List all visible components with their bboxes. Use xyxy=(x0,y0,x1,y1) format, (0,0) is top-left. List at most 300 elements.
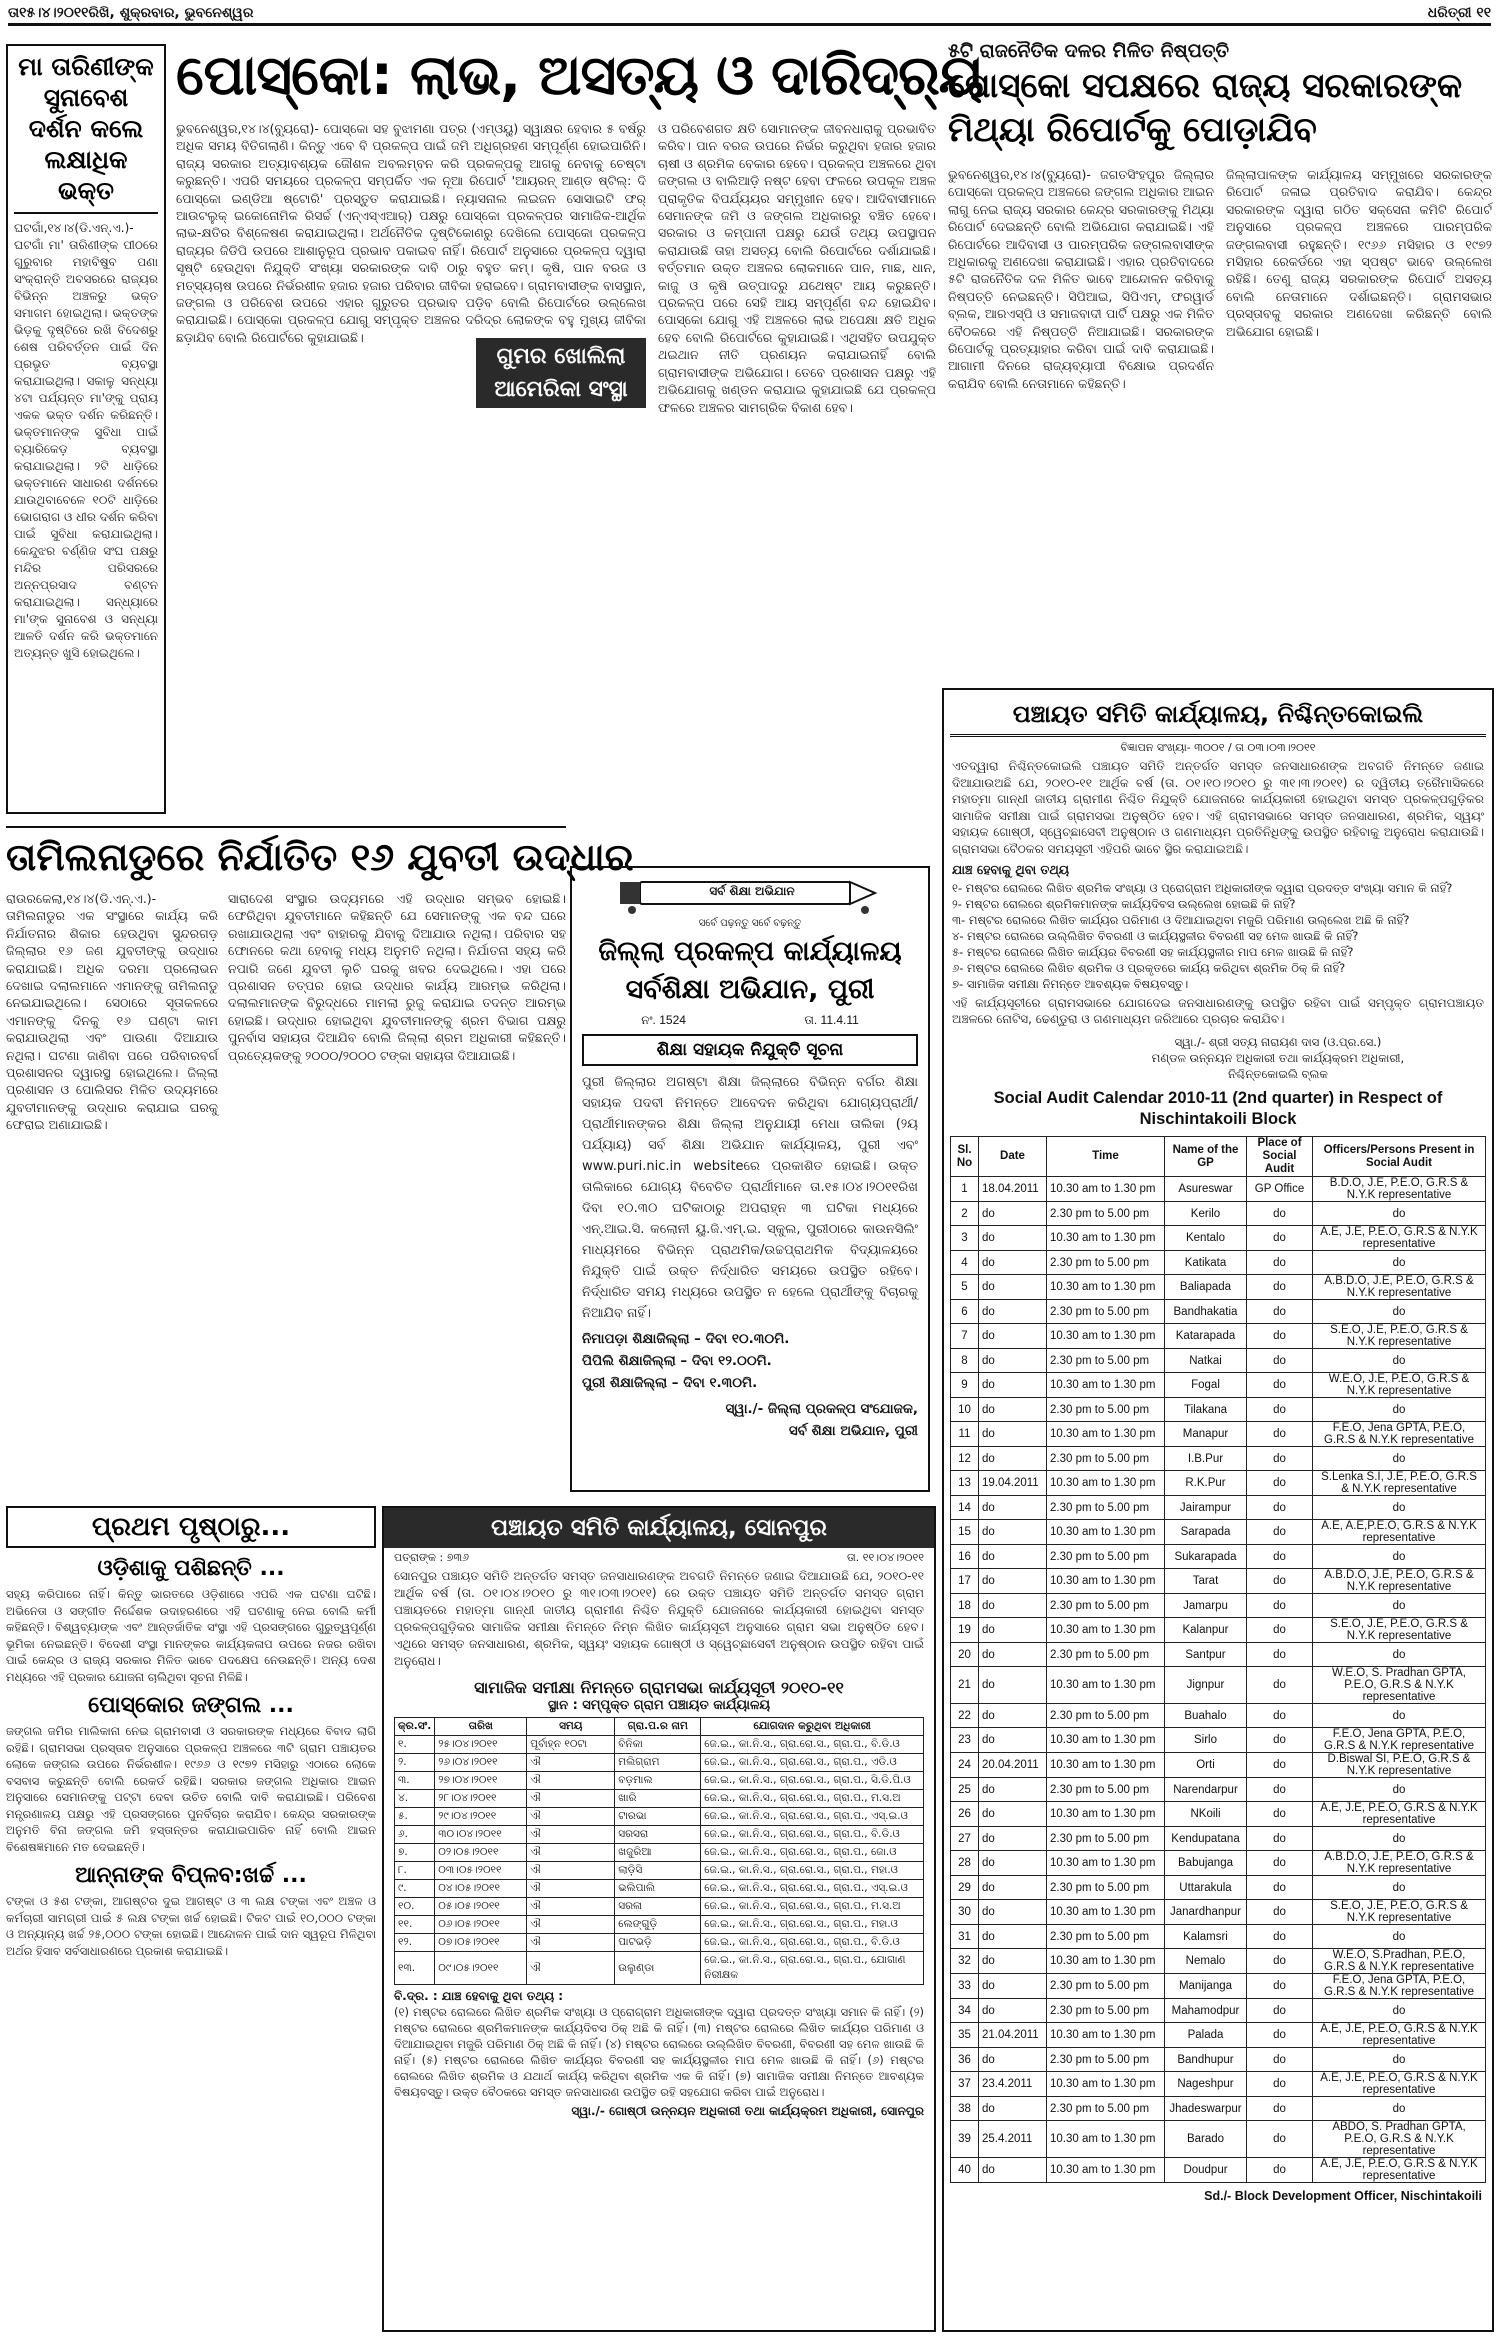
table-cell: ଜେ.ଇ., କା.ନି.ସ., ଗ୍ରା.ରୋ.ସ., ଗ୍ରା.ପ., ମହା.ଓ xyxy=(701,1862,924,1880)
table-cell: ବିନିକା xyxy=(615,1736,701,1754)
nischintakoili-header: ପଞ୍ଚାୟତ ସମିତି କାର୍ଯ୍ୟାଳୟ, ନିଶ୍ଚିନ୍ତକୋଇଲି xyxy=(950,694,1486,737)
table-cell: ୧୦. xyxy=(395,1898,435,1916)
sonepur-date: ତା. ୧୧।୦୪।୨୦୧୧ xyxy=(846,1551,924,1564)
table-cell: Kendupatana xyxy=(1165,1827,1247,1851)
table-cell: do xyxy=(1247,2097,1313,2121)
table-row xyxy=(951,1496,1486,1520)
table-cell: ୦୬।୦୫।୨୦୧୧ xyxy=(435,1916,527,1934)
table-cell: Tarat xyxy=(1165,1569,1247,1594)
table-cell: do xyxy=(1247,1251,1313,1275)
tarini-body: ଘଟଗାଁ,୧୪।୪(ଡି.ଏନ୍.ଏ.)- ଘଟଗାଁ ମା' ତାରିଣୀଙ୍କ ପୀଠରେ ଗୁରୁବାର ମହାବିଷୁବ ପଣା ସଂକ୍ରାନ୍ତି ଅବସରରେ ରାଜ୍ୟର ବିଭିନ୍ନ ଅଞ୍ଚଳରୁ ଭକ୍ତ ସମାଗମ ହୋଇଥିଲା। ଭକ୍ତଙ୍କ ଭିଡ଼କୁ ଦୃଷ୍ଟିରେ ରଖି ବିଦେଶରୁ ଶେଷ ପରିବର୍ତ୍ତନ ପାଇଁ ଦିନ ପ୍ରଭୃତ ବ୍ୟବସ୍ଥା କରାଯାଇଥିଲା। ସକାଳୁ ସନ୍ଧ୍ୟା ୪ଟା ପର୍ଯ୍ୟନ୍ତ ମା'ଙ୍କୁ ପ୍ରାୟ ଏକକ ଭକ୍ତ ଦର୍ଶନ କରିଛନ୍ତି। ଭକ୍ତମାନଙ୍କ ସୁବିଧା ପାଇଁ ବ୍ୟାରିକେଡ଼ ବ୍ୟବସ୍ଥା କରାଯାଇଥିଲା। ୨ଟି ଧାଡ଼ିରେ ଭକ୍ତମାନେ ସାଧାରଣ ଦର୍ଶନରେ ଯାଉଥିବାବେଳେ ୧୦ଟି ଧାଡ଼ିରେ ଭୋଗରାଗ ଓ ଧୀର ଦର୍ଶନ କରିବା ପାଇଁ ସୁବିଧା କରାଯାଇଥିଲା। କେନ୍ଦୁଝର ବର୍ଣ୍ଣିଜ ସଂଘ ପକ୍ଷରୁ ମନ୍ଦିର ପରିସରରେ ଅନ୍ନପ୍ରସାଦ ବଣ୍ଟନ କରାଯାଇଥିଲା। ସନ୍ଧ୍ୟାରେ ମା'ଙ୍କ ସୁନାବେଶ ଓ ସନ୍ଧ୍ୟା ଆଳତି ଦର୍ଶନ କରି ଭକ୍ତମାନେ ଅତ୍ୟନ୍ତ ଖୁସି ହୋଇଥିଲେ। xyxy=(14,221,158,660)
table-row xyxy=(951,1594,1486,1618)
col-header: ତାରିଖ xyxy=(435,1718,527,1736)
table-cell: do xyxy=(979,1251,1047,1275)
table-cell: do xyxy=(1247,1802,1313,1827)
check-item: ୭- ସାମାଜିକ ସମୀକ୍ଷା ନିମନ୍ତେ ଆବଶ୍ୟକ ବିଷୟବସ୍ତୁ। xyxy=(952,977,1189,991)
table-cell: do xyxy=(979,1594,1047,1618)
table-cell: 16 xyxy=(951,1545,979,1569)
table-cell: do xyxy=(979,1999,1047,2023)
tarini-article xyxy=(6,44,166,814)
table-cell: do xyxy=(979,1275,1047,1300)
table-cell: Kerilo xyxy=(1165,1202,1247,1226)
table-row xyxy=(951,1999,1486,2023)
table-row xyxy=(951,1704,1486,1728)
table-cell: 26 xyxy=(951,1802,979,1827)
continued-text-3: ଟଙ୍କା ଓ ୫ଶ ଟଙ୍କା, ଆଗଷ୍ଟର ଦୁଇ ଆଗଷ୍ଟ ଓ ୩ ଲକ୍ଷ ଟଙ୍କା ଏବଂ ଅଞ୍ଚଳ ଓ କର୍ମଚାରୀ ସାମଗ୍ରୀ ପାଇଁ ୫ ଲକ୍ଷ ଟଙ୍କା ଖର୍ଚ୍ଚ ହୋଇଛି। ଟିକଟ ପାଇଁ ୧୦,୦୦୦ ଟଙ୍କା ଓ ଅନ୍ୟାନ୍ୟ ଖର୍ଚ୍ଚ ୨୫,୦୦୦ ଟଙ୍କା ହୋଇଛି। ଆନ୍ଦୋଳନ ପାଇଁ ଦାନ ସ୍ୱରୂପ ମିଳିଥିବା ଅର୍ଥର ହିସାବ ସର୍ବସାଧାରଣରେ ପ୍ରକାଶ କରାଯାଇଛି। xyxy=(6,1894,376,1958)
table-row xyxy=(951,1643,1486,1667)
table-cell: 10.30 am to 1.30 pm xyxy=(1047,1373,1165,1398)
continued-from-front-page xyxy=(6,1506,376,2332)
table-row xyxy=(951,1202,1486,1226)
table-cell: ଐ xyxy=(527,1754,615,1772)
table-cell: 2.30 pm to 5.00 pm xyxy=(1047,1925,1165,1949)
table-cell: ୩୦।୦୪।୨୦୧୧ xyxy=(435,1826,527,1844)
table-cell: W.E.O, S. Pradhan GPTA, P.E.O, G.R.S & N.Y.K representative xyxy=(1313,1667,1486,1704)
table-cell: Tilakana xyxy=(1165,1398,1247,1422)
table-cell: do xyxy=(1313,1643,1486,1667)
table-cell: ଜେ.ଇ., କା.ନି.ସ., ଗ୍ରା.ରୋ.ସ., ଗ୍ରା.ପ., ବି.ଡି.ଓ xyxy=(701,1826,924,1844)
table-cell: do xyxy=(979,1520,1047,1545)
table-cell: ଐ xyxy=(527,1952,615,1985)
table-cell: Santpur xyxy=(1165,1643,1247,1667)
table-cell: ୪. xyxy=(395,1790,435,1808)
table-cell: ୦୩।୦୫।୨୦୧୧ xyxy=(435,1862,527,1880)
table-cell: 30 xyxy=(951,1900,979,1925)
table-cell: 10 xyxy=(951,1398,979,1422)
table-cell: 23 xyxy=(951,1728,979,1753)
table-cell: do xyxy=(979,2097,1047,2121)
table-cell: 4 xyxy=(951,1251,979,1275)
table-cell: Baliapada xyxy=(1165,1275,1247,1300)
table-cell: 2.30 pm to 5.00 pm xyxy=(1047,1643,1165,1667)
table-cell: 2.30 pm to 5.00 pm xyxy=(1047,1594,1165,1618)
table-cell: Uttarakula xyxy=(1165,1876,1247,1900)
table-cell: do xyxy=(1247,2048,1313,2072)
table-cell: A.E, J.E, P.E.O, G.R.S & N.Y.K representative xyxy=(1313,1226,1486,1251)
table-row xyxy=(951,1778,1486,1802)
check-item: ୧- ମଷ୍ଟର ରୋଲରେ ଲିଖିତ ଶ୍ରମିକ ସଂଖ୍ୟା ଓ ପ୍ରୋଗ୍ରାମ ଅଧିକାରୀଙ୍କ ଦ୍ୱାରା ପ୍ରଦତ୍ତ ସଂଖ୍ୟା ସମାନ କି ନାହିଁ? xyxy=(952,881,1453,895)
table-cell: ଟାରଭା xyxy=(615,1808,701,1826)
table-cell: do xyxy=(1247,1728,1313,1753)
table-cell: ୦୫।୦୫।୨୦୧୧ xyxy=(435,1898,527,1916)
table-cell: do xyxy=(1313,1496,1486,1520)
table-cell: 2.30 pm to 5.00 pm xyxy=(1047,1704,1165,1728)
table-cell: Kalamsri xyxy=(1165,1925,1247,1949)
table-cell: ଐ xyxy=(527,1916,615,1934)
table-cell: A.E, J.E, P.E.O, G.R.S & N.Y.K representative xyxy=(1313,2072,1486,2097)
table-cell: 21 xyxy=(951,1667,979,1704)
table-row xyxy=(951,1728,1486,1753)
table-cell: do xyxy=(979,1618,1047,1643)
table-cell: do xyxy=(1247,1202,1313,1226)
table-cell: 25 xyxy=(951,1778,979,1802)
table-cell: 2.30 pm to 5.00 pm xyxy=(1047,1349,1165,1373)
table-cell: Katarapada xyxy=(1165,1324,1247,1349)
table-cell: ଐ xyxy=(527,1790,615,1808)
ssa-body: ପୁରୀ ଜିଲ୍ଲାର ଅଗଷ୍ଟା ଶିକ୍ଷା ଜିଲ୍ଲାରେ ବିଭିନ୍ନ ବର୍ଗର ଶିକ୍ଷା ସହାୟକ ପଦବୀ ନିମନ୍ତେ ଆବେଦନ କରିଥିବା ଯୋଗ୍ୟପ୍ରାର୍ଥୀ/ ପ୍ରାର୍ଥୀମାନଙ୍କର ଶିକ୍ଷା ଜିଲ୍ଲା ଅନୁଯାୟୀ ମେଧା ତାଲିକା (୨ୟ ପର୍ଯ୍ୟାୟ) ସର୍ବ ଶିକ୍ଷା ଅଭିଯାନ କାର୍ଯ୍ୟାଳୟ, ପୁରୀ ଏବଂ www.puri.nic.in websiteରେ ପ୍ରକାଶିତ ହୋଇଛି। ଉକ୍ତ ତାଲିକାରେ ଯୋଗ୍ୟ ବିବେଚିତ ପ୍ରାର୍ଥୀମାନେ ତା.୧୫।୦୪।୨୦୧୧ରିଖ ଦିବା ୧୦.୩୦ ଘଟିକାଠାରୁ ଅପରାହ୍ନ ୩ ଘଟିକା ମଧ୍ୟରେ ଏନ୍.ଆଇ.ସି. କଲୋନୀ ୟୁ.ଜି.ଏମ୍.ଇ. ସ୍କୁଲ, ପୁରୀଠାରେ କାଉନସିଲିଂ ମାଧ୍ୟମରେ ବିଭିନ୍ନ ପ୍ରାଥମିକ/ଉଚ୍ଚପ୍ରାଥମିକ ବିଦ୍ୟାଳୟରେ ନିଯୁକ୍ତି ପାଇଁ ଉକ୍ତ ନିର୍ଦ୍ଧାରିତ ସମୟରେ ଉପସ୍ଥିତ ରହିବେ। ନିର୍ଦ୍ଧାରିତ ସମୟ ମଧ୍ୟରେ ଉପସ୍ଥିତ ନ ହେଲେ ପ୍ରାର୍ଥୀଙ୍କୁ ବିଚାରକୁ ନିଆଯିବ ନାହିଁ। xyxy=(582,1075,918,1321)
sonepur-note: (୧) ମଷ୍ଟର ରୋଲରେ ଲିଖିତ ଶ୍ରମିକ ସଂଖ୍ୟା ଓ ପ୍ରୋଗ୍ରାମ ଅଧିକାରୀଙ୍କ ଦ୍ୱାରା ପ୍ରଦତ୍ତ ସଂଖ୍ୟା ସମାନ କି ନାହିଁ। (୨) ମଷ୍ଟର ରୋଲରେ ଶ୍ରମିକମାନଙ୍କ କାର୍ଯ୍ୟଦିବସ ଠିକ୍ ଅଛି କି ନାହିଁ। (୩) ମଷ୍ଟର ରୋଲରେ ଲିଖିତ କାର୍ଯ୍ୟର ପରିମାଣ ଓ ଦିଆଯାଇଥିବା ମଜୁରି ପରିମାଣ ଠିକ୍ ଅଛି କି ନାହିଁ। (୪) ମଷ୍ଟର ରୋଲରେ ଉଲ୍ଲିଖିତ ବିବରଣୀ, ବିବରଣୀ ସହ ମେଳ ଖାଉଛି କି ନାହିଁ। (୫) ମଷ୍ଟର ରୋଲରେ ଲିଖିତ କାର୍ଯ୍ୟର ବିବରଣୀ ସହ କାର୍ଯ୍ୟସ୍ଥଳୀର ମାପ ମେଳ ଖାଉଛି କି ନାହିଁ। (୬) ମଷ୍ଟର ରୋଲରେ ଲିଖିତ ଶ୍ରମିକ ଓ ଯଥାର୍ଥ କାର୍ଯ୍ୟ କରିଥିବା ଶ୍ରମିକ ଏକ କି ନାହିଁ। (୭) ସାମାଜିକ ସମୀକ୍ଷା ନିମନ୍ତେ ଆବଶ୍ୟକ ବିଷୟବସ୍ତୁ। ଉକ୍ତ ବୈଠକରେ ସମସ୍ତ ଜନସାଧାରଣ ଉପସ୍ଥିତ ରହି ସହଯୋଗ କରିବା ପାଇଁ ଅନୁରୋଧ। xyxy=(394,2005,924,2099)
table-cell: ଉଲୁଣ୍ଡା xyxy=(615,1952,701,1985)
table-row xyxy=(951,1753,1486,1778)
ssa-notice-title: ଶିକ୍ଷା ସହାୟକ ନିଯୁକ୍ତି ସୂଚନା xyxy=(582,1034,918,1066)
table-cell: F.E.O, Jena GPTA, P.E.O, G.R.S & N.Y.K representative xyxy=(1313,1974,1486,1999)
table-row xyxy=(395,1790,924,1808)
table-cell: 19 xyxy=(951,1618,979,1643)
table-cell: do xyxy=(1247,2072,1313,2097)
ssa-schedule-item: ପୁରୀ ଶିକ୍ଷାଜିଲ୍ଲା – ଦିବା ୧.୩୦ମି. xyxy=(582,1375,758,1391)
table-cell: 28 xyxy=(951,1851,979,1876)
table-cell: do xyxy=(1247,1949,1313,1974)
table-cell: do xyxy=(1313,1704,1486,1728)
table-cell: do xyxy=(1247,1398,1313,1422)
table-cell: ଜେ.ଇ., କା.ନି.ସ., ଗ୍ରା.ରୋ.ସ., ଗ୍ରା.ପ., ମ.ସ.ଅ xyxy=(701,1898,924,1916)
table-cell: do xyxy=(1247,1643,1313,1667)
table-cell: 32 xyxy=(951,1949,979,1974)
table-cell: ଐ xyxy=(527,1844,615,1862)
table-cell: 40 xyxy=(951,2158,979,2183)
table-cell: 10.30 am to 1.30 pm xyxy=(1047,1667,1165,1704)
table-cell: 6 xyxy=(951,1300,979,1324)
table-cell: 22 xyxy=(951,1704,979,1728)
table-cell: Sirlo xyxy=(1165,1728,1247,1753)
continued-subhead-1: ଓଡ଼ିଶାକୁ ପଶିଛନ୍ତି ... xyxy=(97,1556,285,1581)
table-cell: ୦୪।୦୫।୨୦୧୧ xyxy=(435,1880,527,1898)
table-cell: A.B.D.O, J.E, P.E.O, G.R.S & N.Y.K representative xyxy=(1313,1275,1486,1300)
table-cell: Bandhakatia xyxy=(1165,1300,1247,1324)
table-cell: 10.30 am to 1.30 pm xyxy=(1047,1900,1165,1925)
continued-text-2: ଜଙ୍ଗଲ ଜମିର ମାଲିକାନା ନେଇ ଗ୍ରାମବାସୀ ଓ ସରକାରଙ୍କ ମଧ୍ୟରେ ବିବାଦ ଲାଗି ରହିଛି। ଗ୍ରାମସଭା ପ୍ରସ୍ତାବ ଅନୁସାରେ ପ୍ରକଳ୍ପ ଅଞ୍ଚଳରେ ୩ଟି ଗ୍ରାମ ପଞ୍ଚାୟତର ଲୋକେ ଜଙ୍ଗଲ ଉପରେ ନିର୍ଭରଶୀଳ। ୧୯୬୬ ଓ ୧୯୭୨ ମସିହାରୁ ଏଠାରେ ଲୋକେ ବସବାସ କରୁଛନ୍ତି ବୋଲି ରେକର୍ଡ ରହିଛି। ସରକାର ଜଙ୍ଗଲ ଅଧିକାର ଆଇନ ଅନୁସାରେ ସେମାନଙ୍କୁ ପଟ୍ଟା ଦେବା ଉଚିତ ବୋଲି ଦାବି କରାଯାଇଛି। ପରିବେଶ ମନ୍ତ୍ରଣାଳୟ ପକ୍ଷରୁ ଏହି ପ୍ରସଙ୍ଗରେ ପୁନର୍ବିଚାର କରାଯିବ। କେନ୍ଦ୍ର ସରକାରଙ୍କ ଅନୁମତି ବିନା ଜଙ୍ଗଲ ଜମି ହସ୍ତାନ୍ତର କରାଯାଇପାରିବ ନାହିଁ ବୋଲି ଆଇନ ବିଶେଷଜ୍ଞମାନେ ମତ ଦେଇଛନ୍ତି। xyxy=(6,1724,376,1854)
table-cell: 2.30 pm to 5.00 pm xyxy=(1047,1202,1165,1226)
table-cell: 10.30 am to 1.30 pm xyxy=(1047,1226,1165,1251)
col-header: Time xyxy=(1047,1137,1165,1177)
table-cell: do xyxy=(979,1900,1047,1925)
table-cell: ୧୨. xyxy=(395,1934,435,1952)
table-cell: F.E.O, Jena GPTA, P.E.O, G.R.S & N.Y.K representative xyxy=(1313,1422,1486,1447)
table-cell: 10.30 am to 1.30 pm xyxy=(1047,1324,1165,1349)
table-cell: do xyxy=(1313,1999,1486,2023)
table-cell: ପାଟଭଡ଼ି xyxy=(615,1934,701,1952)
ssa-title-2: ସର୍ବଶିକ୍ଷା ଅଭିଯାନ, ପୁରୀ xyxy=(625,974,875,1005)
table-cell: 10.30 am to 1.30 pm xyxy=(1047,1728,1165,1753)
tamil-column-2: ସାରାଦେଶ ସଂସ୍ଥାର ଉଦ୍ୟମରେ ଏହି ଉଦ୍ଧାର ସମ୍ଭବ ହୋଇଛି। ଫେରିଥିବା ଯୁବତୀମାନେ କହିଛନ୍ତି ଯେ ସେମାନଙ୍କୁ ଏକ ବନ୍ଦ ଘରେ ରଖାଯାଉଥିଲା ଏବଂ ବାହାରକୁ ଯିବାକୁ ଦିଆଯାଉ ନଥିଲା। ପରିବାର ସହ ଫୋନରେ କଥା ହେବାକୁ ମଧ୍ୟ ଅନୁମତି ନଥିଲା। ନିର୍ଯାତନା ସହ୍ୟ କରି ନପାରି ଜଣେ ଯୁବତୀ ଲୁଚି ଘରକୁ ଖବର ଦେଇଥିଲେ। ଏହା ପରେ ପ୍ରଶାସନ ତତ୍ପର ହୋଇ ଉଦ୍ଧାର କାର୍ଯ୍ୟ ଆରମ୍ଭ କରିଥିଲା। ଦଲାଲମାନଙ୍କ ବିରୁଦ୍ଧରେ ମାମଲା ରୁଜୁ କରାଯାଇ ତଦନ୍ତ ଆରମ୍ଭ ହୋଇଛି। ଉଦ୍ଧାର ହୋଇଥିବା ଯୁବତୀମାନଙ୍କୁ ଶ୍ରମ ବିଭାଗ ପକ୍ଷରୁ ପୁନର୍ବାସ ସହାୟତା ଦିଆଯିବ ବୋଲି ଜିଲ୍ଲା ଶ୍ରମ ଅଧିକାରୀ କହିଛନ୍ତି। ପ୍ରତ୍ୟେକଙ୍କୁ ୨୦୦୦/୨୦୦୦ ଟଙ୍କା ସହାୟତା ଦିଆଯାଇଛି। xyxy=(228,891,566,1063)
table-cell: 10.30 am to 1.30 pm xyxy=(1047,1949,1165,1974)
table-cell: 23.4.2011 xyxy=(979,2072,1047,2097)
table-row xyxy=(951,2072,1486,2097)
table-cell: ଜେ.ଇ., କା.ନି.ସ., ଗ୍ରା.ରୋ.ସ., ଗ୍ରା.ପ., ମହା.ଓ xyxy=(701,1916,924,1934)
table-cell: A.B.D.O, J.E, P.E.O, G.R.S & N.Y.K representative xyxy=(1313,1851,1486,1876)
table-cell: do xyxy=(979,1851,1047,1876)
table-cell: 2 xyxy=(951,1202,979,1226)
nischintakoili-signature xyxy=(1064,1034,1492,1082)
table-cell: Kentalo xyxy=(1165,1226,1247,1251)
table-cell: do xyxy=(1313,1202,1486,1226)
table-row xyxy=(951,1398,1486,1422)
table-cell: 10.30 am to 1.30 pm xyxy=(1047,1802,1165,1827)
report-kicker: ୫ଟି ରାଜନୈତିକ ଦଳର ମିଳିତ ନିଷ୍ପତ୍ତି xyxy=(948,40,1230,62)
folio-date: ତା୧୫।୪।୨୦୧୧ରିଖି, ଶୁକ୍ରବାର, ଭୁବନେଶ୍ୱର xyxy=(8,5,254,21)
table-cell: do xyxy=(1313,1398,1486,1422)
table-row xyxy=(951,1545,1486,1569)
table-cell: do xyxy=(1247,1974,1313,1999)
table-cell: ୨. xyxy=(395,1754,435,1772)
col-header: ଯୋଗଦାନ କରୁଥିବା ଅଧିକାରୀ xyxy=(701,1718,924,1736)
table-cell: do xyxy=(1247,1618,1313,1643)
table-cell: Buahalo xyxy=(1165,1704,1247,1728)
table-cell: do xyxy=(979,1704,1047,1728)
table-cell: do xyxy=(1313,1349,1486,1373)
table-cell: do xyxy=(979,1569,1047,1594)
table-cell: ଜେ.ଇ., କା.ନି.ସ., ଗ୍ରା.ରୋ.ସ., ଗ୍ରା.ପ., ବି.ଡି.ଓ xyxy=(701,1934,924,1952)
table-cell: ୧୧. xyxy=(395,1916,435,1934)
table-cell: 31 xyxy=(951,1925,979,1949)
table-cell: 1 xyxy=(951,1177,979,1202)
table-cell: W.E.O, S.Pradhan, P.E.O, G.R.S & N.Y.K representative xyxy=(1313,1949,1486,1974)
table-cell: A.E, A.E,P.E.O, G.R.S & N.Y.K representative xyxy=(1313,1520,1486,1545)
table-cell: F.E.O, Jena GPTA, P.E.O, G.R.S & N.Y.K representative xyxy=(1313,1728,1486,1753)
table-cell: do xyxy=(1247,1226,1313,1251)
ssa-title-1: ଜିଲ୍ଲା ପ୍ରକଳ୍ପ କାର୍ଯ୍ୟାଳୟ xyxy=(598,936,902,967)
table-cell: 10.30 am to 1.30 pm xyxy=(1047,2121,1165,2158)
table-cell: do xyxy=(979,1643,1047,1667)
table-cell: ୨୮।୦୪।୨୦୧୧ xyxy=(435,1790,527,1808)
table-row xyxy=(395,1736,924,1754)
table-cell: 20 xyxy=(951,1643,979,1667)
table-cell: 10.30 am to 1.30 pm xyxy=(1047,1471,1165,1496)
table-cell: Orti xyxy=(1165,1753,1247,1778)
posco-column-1: ଭୁବନେଶ୍ୱର,୧୪।୪(ବ୍ୟୁରୋ)- ପୋସ୍କୋ ସହ ବୁଝାମଣା ପତ୍ର (ଏମ୍‌ଓୟୁ) ସ୍ୱାକ୍ଷର ହେବାର ୫ ବର୍ଷରୁ ଅଧିକ ସମୟ ବିତିଗଲାଣି। କିନ୍ତୁ ଏବେ ବି ପ୍ରକଳ୍ପ ପାଇଁ ଜମି ଅଧିଗ୍ରହଣ ସମ୍ପୂର୍ଣ୍ଣ ହୋଇପାରିନି। ରାଜ୍ୟ ସରକାର ଅତ୍ୟାବଶ୍ୟକ ଜୌଶଳ ଅବଲମ୍ବନ କରି ପ୍ରକଳ୍ପକୁ ଆଗକୁ ନେବାକୁ ଚେଷ୍ଟା କରୁଛନ୍ତି। ଏପରି ସମୟରେ ପ୍ରକଳ୍ପ ସମ୍ପର୍କିତ ଏକ ନୂଆ ରିପୋର୍ଟ 'ଆୟରନ୍ ଆଣ୍ଡ ଷ୍ଟିଲ୍: ଦି ପୋସ୍କୋ ଇଣ୍ଡିଆ ଷ୍ଟୋରି' ପ୍ରସ୍ତୁତ କରାଯାଇଛି। ନ୍ୟାସନାଲ ଲଇଜନ ସୋସାଇଟି ଫର୍ ଆଉଟଲୁକ୍ ଇକୋନୋମିକ ରିସର୍ଚ୍ଚ (ଏନ୍‌ଏସ୍‌ଏଆର୍) ପକ୍ଷରୁ ପୋସ୍କୋ ପ୍ରକଳ୍ପର ସାମାଜିକ-ଆର୍ଥିକ ଲାଭ-କ୍ଷତିର ବିଶ୍ଳେଷଣ କରାଯାଇଥିଲା। ଅର୍ଥନୈତିକ ଦୃଷ୍ଟିକୋଣରୁ ଦେଖିଲେ ପୋସ୍କୋ ପ୍ରକଳ୍ପ ରାଜ୍ୟର ଜିଡିପି ଉପରେ ଆଶାନୁରୂପ ପ୍ରଭାବ ପକାଇବ ନାହିଁ। ରିପୋର୍ଟ ଅନୁସାରେ ପ୍ରକଳ୍ପ ଦ୍ୱାରା ସୃଷ୍ଟି ହେଉଥିବା ନିଯୁକ୍ତି ସଂଖ୍ୟା ସରକାରଙ୍କ ଦାବି ଠାରୁ ବହୁତ କମ୍। କୃଷି, ପାନ ବରଜ ଓ ମତ୍ସ୍ୟଚାଷ ଉପରେ ନିର୍ଭରଶୀଳ ହଜାର ହଜାର ପରିବାର ଜୀବିକା ହରାଇବେ। ଗ୍ରାମବାସୀଙ୍କ ବାସସ୍ଥାନ, ଜଙ୍ଗଲ ଓ ପରିବେଶ ଉପରେ ଏହାର ଗୁରୁତର ପ୍ରଭାବ ପଡ଼ିବ ବୋଲି ରିପୋର୍ଟରେ ଉଲ୍ଲେଖ କରାଯାଇଛି। ପୋସ୍କୋ ପ୍ରକଳ୍ପ ଯୋଗୁ ସମ୍ପୃକ୍ତ ଅଞ୍ଚଳର ଦରିଦ୍ର ଲୋକଙ୍କ ବହୁ ମୁଖ୍ୟ ଜୀବିକା ଛଡ଼ାଯିବ ବୋଲି ରିପୋର୍ଟରେ କୁହାଯାଇଛି। xyxy=(176,121,646,345)
table-cell: 38 xyxy=(951,2097,979,2121)
table-cell: ଐ xyxy=(527,1898,615,1916)
table-cell: do xyxy=(979,1300,1047,1324)
table-cell: 2.30 pm to 5.00 pm xyxy=(1047,1778,1165,1802)
table-cell: 14 xyxy=(951,1496,979,1520)
table-cell: Manapur xyxy=(1165,1422,1247,1447)
table-cell: do xyxy=(1247,1900,1313,1925)
table-cell: 10.30 am to 1.30 pm xyxy=(1047,1569,1165,1594)
col-header: ଗ୍ରା.ପ.ର ନାମ xyxy=(615,1718,701,1736)
table-cell: ୧. xyxy=(395,1736,435,1754)
table-cell: ଜେ.ଇ., କା.ନି.ସ., ଗ୍ରା.ରୋ.ସ., ଗ୍ରା.ପ., ଏସ୍.ଇ.ଓ xyxy=(701,1808,924,1826)
table-cell: do xyxy=(979,1876,1047,1900)
table-row xyxy=(395,1880,924,1898)
table-cell: 36 xyxy=(951,2048,979,2072)
table-cell: ଜେ.ଇ., କା.ନି.ସ., ଗ୍ରା.ରୋ.ସ., ଗ୍ରା.ପ., ସି.ଡି.ପି.ଓ xyxy=(701,1772,924,1790)
table-cell: Nemalo xyxy=(1165,1949,1247,1974)
table-cell: 15 xyxy=(951,1520,979,1545)
table-cell: ଜେ.ଇ., କା.ନି.ସ., ଗ୍ରା.ରୋ.ସ., ଗ୍ରା.ପ., ମ.ସ.ଅ xyxy=(701,1790,924,1808)
nischintakoili-checks-title: ଯାଞ୍ଚ ହେବାକୁ ଥିବା ତଥ୍ୟ xyxy=(952,862,1070,877)
table-cell: do xyxy=(979,1827,1047,1851)
sonepur-schedule-title: ସାମାଜିକ ସମୀକ୍ଷା ନିମନ୍ତେ ଗ୍ରାମସଭା କାର୍ଯ୍ୟସୂଚୀ ୨୦୧୦-୧୧ xyxy=(474,1678,844,1697)
nischintakoili-notice xyxy=(942,688,1494,2332)
table-cell: 2.30 pm to 5.00 pm xyxy=(1047,1545,1165,1569)
table-cell: S.Lenka S.I, J.E, P.E.O, G.R.S & N.Y.K representative xyxy=(1313,1471,1486,1496)
table-cell: ଖାରି xyxy=(615,1790,701,1808)
table-cell: ଜେ.ଇ., କା.ନି.ସ., ଗ୍ରା.ରୋ.ସ., ଗ୍ରା.ପ., ଏସ୍.ଇ.ଓ xyxy=(701,1880,924,1898)
table-cell: Doudpur xyxy=(1165,2158,1247,2183)
sonepur-notice xyxy=(382,1506,936,2332)
table-cell: 10.30 am to 1.30 pm xyxy=(1047,1851,1165,1876)
table-cell: do xyxy=(1313,1251,1486,1275)
table-cell: do xyxy=(979,2048,1047,2072)
table-cell: do xyxy=(1247,1999,1313,2023)
table-cell: 27 xyxy=(951,1827,979,1851)
table-cell: 10.30 am to 1.30 pm xyxy=(1047,1177,1165,1202)
table-cell: do xyxy=(1247,1471,1313,1496)
ssa-ref-line xyxy=(582,1013,918,1028)
table-cell: ୨୭।୦୪।୨୦୧୧ xyxy=(435,1772,527,1790)
social-audit-footer: Sd./- Block Development Officer, Nischintakoili xyxy=(1204,2189,1482,2203)
ssa-puri-notice xyxy=(570,866,930,1492)
table-cell: 37 xyxy=(951,2072,979,2097)
table-cell: 2.30 pm to 5.00 pm xyxy=(1047,1827,1165,1851)
col-header: Sl. No xyxy=(951,1137,979,1177)
table-cell: ଜେ.ଇ., କା.ନି.ସ., ଗ୍ରା.ରୋ.ସ., ଗ୍ରା.ପ., ଜୋ.ଓ xyxy=(701,1844,924,1862)
table-cell: do xyxy=(979,1226,1047,1251)
table-cell: S.E.O, J.E, P.E.O, G.R.S & N.Y.K representative xyxy=(1313,1618,1486,1643)
table-cell: ଐ xyxy=(527,1880,615,1898)
table-cell: 9 xyxy=(951,1373,979,1398)
table-cell: do xyxy=(979,1925,1047,1949)
table-cell: ୨୬।୦୪।୨୦୧୧ xyxy=(435,1754,527,1772)
table-cell: ଐ xyxy=(527,1862,615,1880)
table-cell: ୦୯।୦୫।୨୦୧୧ xyxy=(435,1952,527,1985)
nischintakoili-ref: ବିଜ୍ଞାପନ ସଂଖ୍ୟା- ୩୦୦୧ / ତା ୦୩।୦୩।୨୦୧୧ xyxy=(1120,741,1316,754)
table-cell: 10.30 am to 1.30 pm xyxy=(1047,1422,1165,1447)
table-row xyxy=(395,1934,924,1952)
table-cell: do xyxy=(1247,2023,1313,2048)
table-cell: do xyxy=(979,1373,1047,1398)
table-cell: 2.30 pm to 5.00 pm xyxy=(1047,1876,1165,1900)
table-cell: ଐ xyxy=(527,1808,615,1826)
table-row xyxy=(395,1916,924,1934)
table-cell: ଲେଙ୍ଗୁଡ଼ି xyxy=(615,1916,701,1934)
table-row xyxy=(951,1300,1486,1324)
table-cell: do xyxy=(979,1667,1047,1704)
table-cell: 7 xyxy=(951,1324,979,1349)
table-cell: ଭଲିପାଲି xyxy=(615,1880,701,1898)
table-cell: ୮. xyxy=(395,1862,435,1880)
check-item: ୬- ମଷ୍ଟର ରୋଲରେ ଲିଖିତ ଶ୍ରମିକ ଓ ପ୍ରକୃତରେ କାର୍ଯ୍ୟ କରିଥିବା ଶ୍ରମିକ ଠିକ୍ କି ନାହିଁ? xyxy=(952,961,1346,975)
report-column-2: ଜିଲ୍ଲାପାଳଙ୍କ କାର୍ଯ୍ୟାଳୟ ସମ୍ମୁଖରେ ସରକାରଙ୍କ ରିପୋର୍ଟ ଜଳାଇ ପ୍ରତିବାଦ କରାଯିବ। କେନ୍ଦ୍ର ସରକାରଙ୍କ ଦ୍ୱାରା ଗଠିତ ସକ୍ସେନା କମିଟି ରିପୋର୍ଟ ଅନୁସାରେ ପ୍ରକଳ୍ପ ଅଞ୍ଚଳରେ ପାରମ୍ପରିକ ଜଙ୍ଗଲବାସୀ ରହୁଛନ୍ତି। ୧୯୬୬ ମସିହାର ଓ ୧୯୭୨ ମସିହାର ରେକର୍ଡରେ ଏହା ସ୍ପଷ୍ଟ ଭାବେ ଉଲ୍ଲେଖ ରହିଛି। ତେଣୁ ରାଜ୍ୟ ସରକାରଙ୍କ ରିପୋର୍ଟ ଅସତ୍ୟ ବୋଲି ନେତାମାନେ ଦର୍ଶାଇଛନ୍ତି। ଗ୍ରାମସଭାର ପ୍ରସ୍ତାବକୁ ସରକାର ଅଣଦେଖା କରିଛନ୍ତି ବୋଲି ଅଭିଯୋଗ ହୋଇଛି। xyxy=(1226,167,1492,339)
ssa-signature-line-1: ସ୍ୱା./- ଜିଲ୍ଲା ପ୍ରକଳ୍ପ ସଂଯୋଜକ, xyxy=(725,1401,918,1417)
table-cell: do xyxy=(1313,1594,1486,1618)
report-column-1: ଭୁବନେଶ୍ୱର,୧୪।୪(ବ୍ୟୁରୋ)- ଜଗତସିଂହପୁର ଜିଲ୍ଲାର ପୋସ୍କୋ ପ୍ରକଳ୍ପ ଅଞ୍ଚଳରେ ଜଙ୍ଗଲ ଅଧିକାର ଆଇନ ଲାଗୁ ନେଇ ରାଜ୍ୟ ସରକାର କେନ୍ଦ୍ର ସରକାରଙ୍କୁ ମିଥ୍ୟା ରିପୋର୍ଟ ଦେଇଛନ୍ତି ବୋଲି ଅଭିଯୋଗ କରାଯାଇଛି। ଏହି ରିପୋର୍ଟରେ ଆଦିବାସୀ ଓ ପାରମ୍ପରିକ ଜଙ୍ଗଲବାସୀଙ୍କ ଅଧିକାରକୁ ଅଣଦେଖା କରାଯାଇଛି। ଏହାର ପ୍ରତିବାଦରେ ୫ଟି ରାଜନୈତିକ ଦଳ ମିଳିତ ଭାବେ ଆନ୍ଦୋଳନ କରିବାକୁ ନିଷ୍ପତ୍ତି ନେଇଛନ୍ତି। ସିପିଆଇ, ସିପିଏମ୍, ଫରୱାର୍ଡ ବ୍ଲକ, ଆରଏସ୍‌ପି ଓ ସମାଜବାଦୀ ପାର୍ଟି ପକ୍ଷରୁ ଏକ ମିଳିତ ବୈଠକରେ ଏହି ନିଷ୍ପତ୍ତି ନିଆଯାଇଛି। ସରକାରଙ୍କ ରିପୋର୍ଟକୁ ପ୍ରତ୍ୟାହାର କରିବା ପାଇଁ ଦାବି କରାଯାଇଛି। ଆଗାମୀ ଦିନରେ ରାଜ୍ୟବ୍ୟାପୀ ବିକ୍ଷୋଭ ପ୍ରଦର୍ଶନ କରାଯିବ ବୋଲି ନେତାମାନେ କହିଛନ୍ତି। xyxy=(948,167,1214,391)
table-cell: do xyxy=(1247,1422,1313,1447)
table-cell: 2.30 pm to 5.00 pm xyxy=(1047,2097,1165,2121)
table-cell: do xyxy=(1313,1447,1486,1471)
table-row xyxy=(951,1827,1486,1851)
table-row xyxy=(395,1826,924,1844)
table-cell: ଜେ.ଇ., କା.ନି.ସ., ଗ୍ରା.ରୋ.ସ., ଗ୍ରା.ପ., ବି.ଡି.ଓ xyxy=(701,1736,924,1754)
table-cell: ଐ xyxy=(527,1772,615,1790)
table-cell: do xyxy=(979,1974,1047,1999)
table-cell: ବଡ଼ମାଲ xyxy=(615,1772,701,1790)
tarini-headline: ମା ତାରିଣୀଙ୍କ ସୁନାବେଶ ଦର୍ଶନ କଲେ ଲକ୍ଷାଧିକ ଭକ୍ତ xyxy=(14,51,158,214)
table-cell: do xyxy=(1247,1496,1313,1520)
table-cell: do xyxy=(979,2158,1047,2183)
table-cell: 18.04.2011 xyxy=(979,1177,1047,1202)
table-cell: ୦୨।୦୫।୨୦୧୧ xyxy=(435,1844,527,1862)
table-cell: ସରସରା xyxy=(615,1826,701,1844)
social-audit-table xyxy=(950,1136,1486,2183)
table-cell: W.E.O, J.E, P.E.O, G.R.S & N.Y.K representative xyxy=(1313,1373,1486,1398)
table-cell: ଜେ.ଇ., କା.ନି.ସ., ଗ୍ରା.ରୋ.ସ., ଗ୍ରା.ପ., ଏଡି.ଓ xyxy=(701,1754,924,1772)
table-cell: R.K.Pur xyxy=(1165,1471,1247,1496)
col-header: Officers/Persons Present in Social Audit xyxy=(1313,1137,1486,1177)
signature-line-2: ମଣ୍ଡଳ ଉନ୍ନୟନ ଅଧିକାରୀ ତଥା କାର୍ଯ୍ୟକ୍ରମ ଅଧିକାରୀ, xyxy=(1151,1051,1405,1065)
table-cell: do xyxy=(1247,1753,1313,1778)
tamil-article xyxy=(6,826,634,1490)
table-row xyxy=(951,1471,1486,1496)
table-row xyxy=(951,1667,1486,1704)
table-cell: 2.30 pm to 5.00 pm xyxy=(1047,1974,1165,1999)
col-header: Date xyxy=(979,1137,1047,1177)
table-cell: 8 xyxy=(951,1349,979,1373)
table-cell: 3 xyxy=(951,1226,979,1251)
table-cell: do xyxy=(1247,1778,1313,1802)
table-cell: do xyxy=(1313,1925,1486,1949)
folio-page-number: ଧରିତ୍ରୀ ୧୧ xyxy=(1427,5,1491,21)
table-cell: ପୂର୍ବାହ୍ନ ୧୦ଟା xyxy=(527,1736,615,1754)
sonepur-schedule-table xyxy=(394,1717,924,1985)
table-cell: 12 xyxy=(951,1447,979,1471)
table-cell: S.E.O, J.E, P.E.O, G.R.S & N.Y.K representative xyxy=(1313,1324,1486,1349)
table-cell: do xyxy=(1313,1300,1486,1324)
table-cell: Barado xyxy=(1165,2121,1247,2158)
table-row xyxy=(951,1226,1486,1251)
table-cell: Babujanga xyxy=(1165,1851,1247,1876)
table-cell: Sukarapada xyxy=(1165,1545,1247,1569)
table-cell: Sarapada xyxy=(1165,1520,1247,1545)
sonepur-body: ସୋନପୁର ପଞ୍ଚାୟତ ସମିତି ଅନ୍ତର୍ଗତ ସମସ୍ତ ଜନସାଧାରଣଙ୍କ ଅବଗତି ନିମନ୍ତେ ଜଣାଇ ଦିଆଯାଉଛି ଯେ, ୨୦୧୦-୧୧ ଆର୍ଥିକ ବର୍ଷ (ତା. ୦୧।୦୪।୨୦୧୦ ରୁ ୩୧।୦୩।୨୦୧୧) ରେ ଉକ୍ତ ପଞ୍ଚାୟତ ସମିତି ଅନ୍ତର୍ଗତ ସମସ୍ତ ଗ୍ରାମ ପଞ୍ଚାୟତରେ ମହାତ୍ମା ଗାନ୍ଧୀ ଜାତୀୟ ଗ୍ରାମୀଣ ନିଶ୍ଚିତ ନିଯୁକ୍ତି ଯୋଜନାରେ କାର୍ଯ୍ୟକାରୀ ହୋଇଥିବା ସମସ୍ତ ପ୍ରକଳ୍ପଗୁଡ଼ିକର ସାମାଜିକ ସମୀକ୍ଷା ନିମନ୍ତେ ନିମ୍ନ ଲିଖିତ କାର୍ଯ୍ୟସୂଚୀ ଅନୁସାରେ ଗ୍ରାମ ସଭା ଅନୁଷ୍ଠିତ ହେବ। ଏଥିରେ ସମସ୍ତ ଜନସାଧାରଣ, ଶ୍ରମିକ, ସ୍ୱୟଂ ସହାୟକ ଗୋଷ୍ଠୀ ଓ ସ୍ୱେଚ୍ଛାସେବୀ ଅନୁଷ୍ଠାନ ଉପସ୍ଥିତ ରହିବା ପାଇଁ ଅନୁରୋଧ। xyxy=(394,1569,924,1668)
page-folio xyxy=(8,4,1491,26)
table-row xyxy=(395,1754,924,1772)
table-cell: 39 xyxy=(951,2121,979,2158)
check-item: ୪- ମଷ୍ଟର ରୋଲରେ ଉଲ୍ଲିଖିତ ବିବରଣୀ ଓ କାର୍ଯ୍ୟସ୍ଥଳୀର ବିବରଣୀ ସହ ମେଳ ଖାଉଛି କି ନାହିଁ? xyxy=(952,929,1359,943)
table-cell: do xyxy=(979,1545,1047,1569)
table-cell: 2.30 pm to 5.00 pm xyxy=(1047,1300,1165,1324)
table-cell: 2.30 pm to 5.00 pm xyxy=(1047,1496,1165,1520)
continued-subhead-2: ପୋସ୍କୋର ଜଙ୍ଗଲ ... xyxy=(88,1693,294,1718)
col-header: ସମୟ xyxy=(527,1718,615,1736)
table-row xyxy=(951,1373,1486,1398)
table-cell: 2.30 pm to 5.00 pm xyxy=(1047,2048,1165,2072)
check-item: ୨- ମଷ୍ଟର ରୋଲରେ ଶ୍ରମିକମାନଙ୍କ କାର୍ଯ୍ୟଦିବସ ଉଲ୍ଲେଖ ହୋଇଛି କି ନାହିଁ? xyxy=(952,897,1296,911)
table-cell: 35 xyxy=(951,2023,979,2048)
table-cell: do xyxy=(1247,1704,1313,1728)
table-row xyxy=(951,1520,1486,1545)
table-row xyxy=(395,1862,924,1880)
table-cell: do xyxy=(1247,1520,1313,1545)
table-cell: do xyxy=(979,1398,1047,1422)
table-cell: do xyxy=(1247,1545,1313,1569)
ssa-signature-line-2: ସର୍ବ ଶିକ୍ଷା ଅଭିଯାନ, ପୁରୀ xyxy=(788,1423,918,1439)
posco-headline: ପୋସ୍କୋ: ଲାଭ, ଅସତ୍ୟ ଓ ଦାରିଦ୍ର୍ୟ xyxy=(176,43,984,107)
table-cell: 10.30 am to 1.30 pm xyxy=(1047,1753,1165,1778)
table-cell: do xyxy=(1247,1324,1313,1349)
col-header: Name of the GP xyxy=(1165,1137,1247,1177)
table-cell: do xyxy=(979,1496,1047,1520)
table-cell: do xyxy=(1247,1876,1313,1900)
table-cell: A.B.D.O, J.E, P.E.O, G.R.S & N.Y.K representative xyxy=(1313,1569,1486,1594)
table-row xyxy=(951,2048,1486,2072)
table-cell: do xyxy=(979,1202,1047,1226)
table-cell: do xyxy=(1313,1827,1486,1851)
table-cell: do xyxy=(1247,1569,1313,1594)
table-cell: do xyxy=(979,1728,1047,1753)
table-cell: Mahamodpur xyxy=(1165,1999,1247,2023)
